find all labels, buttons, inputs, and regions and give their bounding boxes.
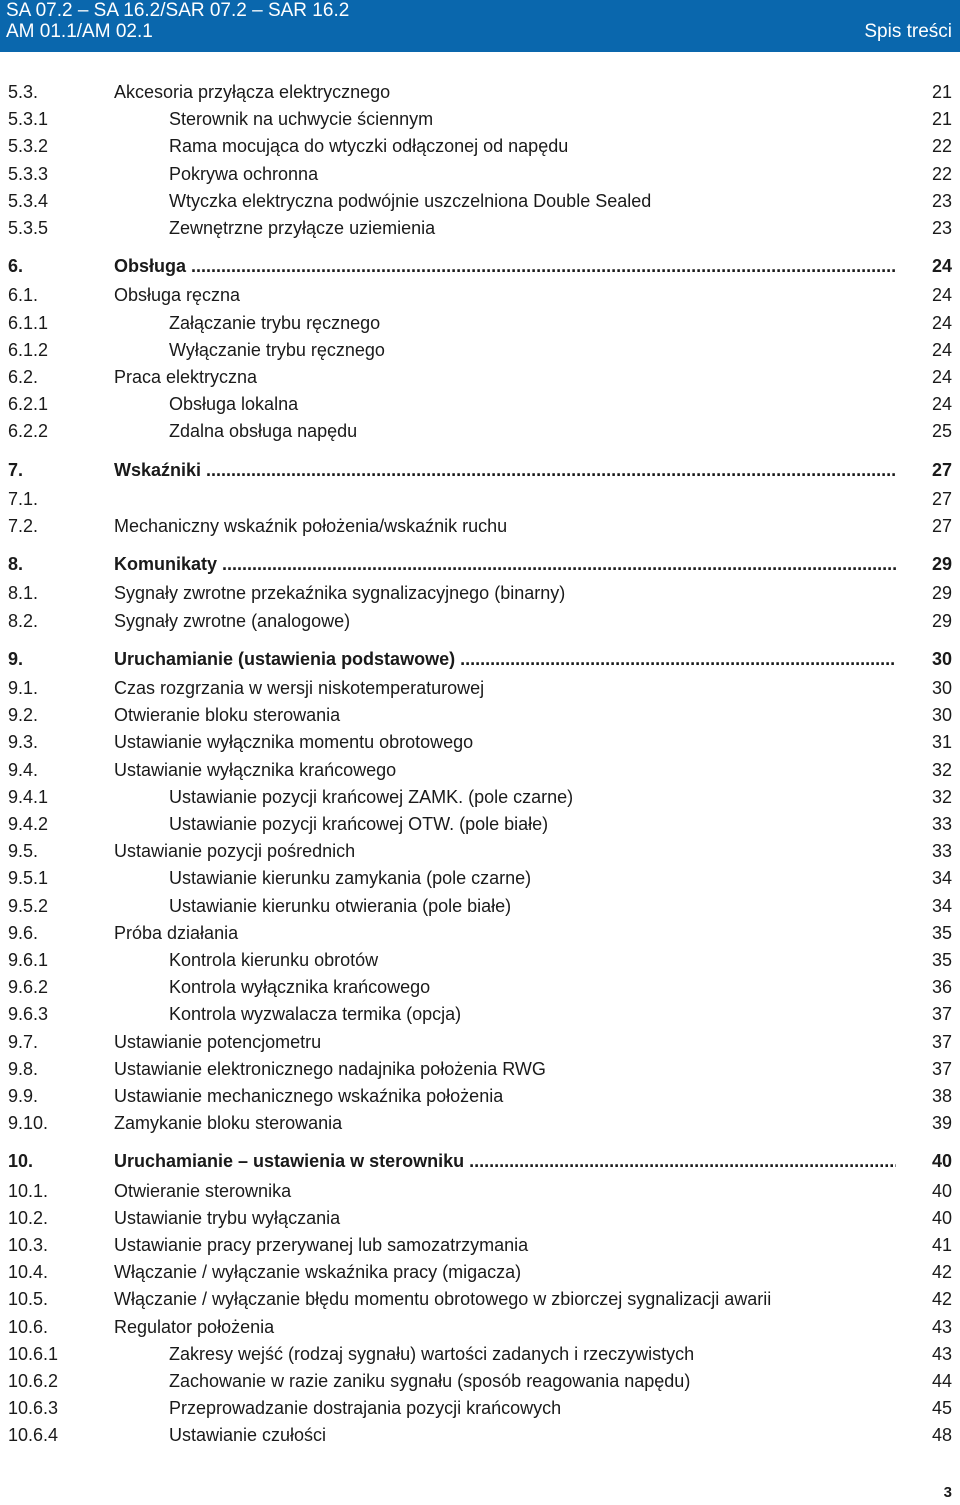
toc-title: Otwieranie bloku sterowania — [114, 705, 341, 726]
toc-row[interactable] — [0, 162, 960, 186]
toc-page-number: 35 — [931, 922, 952, 943]
toc-title: Mechaniczny wskaźnik położenia/wskaźnik ruchu — [114, 516, 508, 536]
toc-title: Obsługa ręczna — [114, 285, 241, 306]
toc-row[interactable] — [0, 392, 960, 416]
toc-title: Wyłączanie trybu ręcznego — [169, 339, 385, 360]
toc-title: Zdalna obsługa napędu — [169, 421, 358, 442]
header-section-title: Spis treści — [864, 21, 952, 42]
toc-chapter-row[interactable] — [0, 458, 960, 482]
toc-title: Kontrola wyzwalacza termika (opcja) — [169, 1004, 462, 1025]
toc-row[interactable] — [0, 134, 960, 158]
toc-title: Ustawianie wyłącznika momentu obrotowego — [114, 732, 474, 753]
toc-number: 10.2. — [8, 1207, 49, 1228]
toc-row[interactable] — [0, 866, 960, 890]
toc-row[interactable] — [0, 1423, 960, 1447]
toc-number: 9.6.2 — [8, 977, 49, 998]
toc-title: Włączanie / wyłączanie błędu momentu obrotowego w zbiorczej sygnalizacji awarii — [114, 1289, 772, 1310]
toc-number: 10.6.3 — [8, 1398, 59, 1419]
toc-row[interactable] — [0, 1002, 960, 1026]
toc-title: Rama mocująca do wtyczki odłączonej od napędu — [169, 136, 569, 157]
toc-page-number: 45 — [931, 1398, 952, 1419]
toc-title: Zakresy wejść (rodzaj sygnału) wartości zadanych i rzeczywistych — [169, 1343, 695, 1364]
toc-page-number: 43 — [931, 1343, 952, 1364]
toc-title: Kontrola kierunku obrotów — [169, 950, 379, 970]
toc-number: 9.6.1 — [8, 950, 49, 970]
toc-row[interactable] — [0, 812, 960, 836]
toc-page-number: 42 — [931, 1262, 952, 1283]
toc-title: Ustawianie pozycji krańcowej OTW. (pole białe) — [169, 814, 549, 834]
toc-page-number: 24 — [931, 339, 952, 360]
toc-title: Ustawianie kierunku otwierania (pole białe) — [169, 895, 512, 916]
toc-page-number: 34 — [931, 895, 952, 916]
toc-number: 5.3.4 — [8, 190, 49, 211]
toc-title: Ustawianie czułości — [169, 1425, 327, 1446]
toc-page-number: 37 — [931, 1031, 952, 1052]
toc-page-number: 30 — [931, 678, 952, 698]
toc-number: 6.2.1 — [8, 394, 49, 415]
toc-title: Czas rozgrzania w wersji niskotemperaturowej — [114, 678, 485, 698]
toc-title: Sterownik na uchwycie ściennym — [169, 109, 434, 130]
toc-title: Otwieranie sterownika — [114, 1180, 292, 1201]
toc-row[interactable] — [0, 1179, 960, 1203]
toc-title: Ustawianie elektronicznego nadajnika położenia RWG — [114, 1058, 546, 1079]
toc-row[interactable] — [0, 581, 960, 605]
toc-title: Uruchamianie – ustawienia w sterowniku ..... — [114, 1149, 896, 1173]
toc-row[interactable] — [0, 839, 960, 863]
toc-page-number: 42 — [931, 1289, 952, 1310]
toc-row[interactable] — [0, 921, 960, 945]
toc-number: 9. — [8, 648, 24, 669]
toc-row[interactable] — [0, 1233, 960, 1257]
toc-chapter-row[interactable] — [0, 254, 960, 278]
toc-page-number: 21 — [931, 82, 952, 102]
toc-page-number: 27 — [931, 516, 952, 536]
toc-title: Obsługa ..... — [114, 254, 896, 278]
toc-number: 8.1. — [8, 583, 39, 604]
toc-title: Ustawianie mechanicznego wskaźnika położenia — [114, 1086, 504, 1106]
toc-page-number: 24 — [931, 256, 952, 277]
toc-row[interactable] — [0, 189, 960, 213]
toc-page-number: 41 — [931, 1235, 952, 1255]
toc-chapter-row[interactable] — [0, 552, 960, 576]
toc-page-number: 33 — [931, 814, 952, 834]
toc-page-number: 29 — [931, 610, 952, 631]
toc-number: 9.9. — [8, 1086, 39, 1106]
toc-number: 5.3.1 — [8, 109, 49, 130]
toc-number: 5.3. — [8, 82, 39, 102]
toc-page-number: 21 — [931, 109, 952, 130]
toc-title: Kontrola wyłącznika krańcowego — [169, 977, 431, 998]
toc-row[interactable] — [0, 1315, 960, 1339]
toc-number: 5.3.2 — [8, 136, 49, 157]
toc-row[interactable] — [0, 1111, 960, 1135]
toc-title: Ustawianie trybu wyłączania — [114, 1207, 341, 1228]
toc-page-number: 32 — [931, 759, 952, 780]
toc-title: Ustawianie pracy przerywanej lub samozatrzymania — [114, 1235, 529, 1255]
toc-title: Zachowanie w razie zaniku sygnału (sposób reagowania napędu) — [169, 1371, 691, 1391]
toc-page-number: 33 — [931, 841, 952, 862]
toc-title: Akcesoria przyłącza elektrycznego — [114, 82, 391, 102]
toc-number: 9.7. — [8, 1031, 39, 1052]
toc-row[interactable] — [0, 1396, 960, 1420]
toc-row[interactable] — [0, 1342, 960, 1366]
toc-number: 6.1.2 — [8, 339, 49, 360]
toc-row[interactable] — [0, 487, 960, 511]
toc-title: Próba działania — [114, 922, 239, 943]
toc-title: Ustawianie potencjometru — [114, 1031, 322, 1052]
toc-number: 10.6.2 — [8, 1371, 59, 1391]
toc-row[interactable] — [0, 676, 960, 700]
toc-number: 9.6.3 — [8, 1004, 49, 1025]
toc-row[interactable] — [0, 1030, 960, 1054]
toc-number: 9.2. — [8, 705, 39, 726]
toc-row[interactable] — [0, 419, 960, 443]
toc-page-number: 29 — [931, 583, 952, 604]
toc-row[interactable] — [0, 514, 960, 538]
toc-page-number: 48 — [931, 1425, 952, 1446]
toc-row[interactable] — [0, 609, 960, 633]
toc-title: Pokrywa ochronna — [169, 163, 319, 184]
toc-page-number: 40 — [931, 1151, 952, 1172]
toc-row[interactable] — [0, 1206, 960, 1230]
toc-page-number: 31 — [931, 732, 952, 753]
toc-number: 7. — [8, 459, 24, 480]
toc-number: 10. — [8, 1151, 34, 1172]
toc-page-number: 36 — [931, 977, 952, 998]
toc-title: Sygnały zwrotne (analogowe) — [114, 610, 351, 631]
toc-row[interactable] — [0, 80, 960, 104]
toc-title: Włączanie / wyłączanie wskaźnika pracy (migacza) — [114, 1262, 522, 1283]
toc-number: 6.1.1 — [8, 312, 49, 333]
page-number: 3 — [943, 1484, 952, 1501]
toc-number: 6.2. — [8, 367, 39, 387]
toc-page-number: 24 — [931, 312, 952, 333]
toc-row[interactable] — [0, 703, 960, 727]
toc-number: 6.1. — [8, 285, 39, 306]
toc-page-number: 27 — [931, 488, 952, 509]
toc-row[interactable] — [0, 1057, 960, 1081]
toc-number: 7.1. — [8, 488, 39, 509]
toc-page-number: 37 — [931, 1004, 952, 1025]
toc-title: Wskaźniki ..... — [114, 458, 896, 482]
toc-number: 9.10. — [8, 1113, 49, 1134]
toc-title: Ustawianie wyłącznika krańcowego — [114, 759, 397, 780]
toc-row[interactable] — [0, 1084, 960, 1108]
toc-number: 9.5.2 — [8, 895, 49, 916]
toc-number: 9.6. — [8, 922, 39, 943]
toc-number: 10.6.1 — [8, 1343, 59, 1364]
toc-title: Regulator położenia — [114, 1316, 275, 1337]
header-product-line-2: AM 01.1/AM 02.1 — [6, 21, 153, 42]
toc-title: Wtyczka elektryczna podwójnie uszczelniona Double Sealed — [169, 190, 652, 211]
toc-row[interactable] — [0, 894, 960, 918]
toc-title: Ustawianie pozycji krańcowej ZAMK. (pole czarne) — [169, 786, 574, 807]
toc-page-number: 25 — [931, 421, 952, 442]
toc-number: 10.3. — [8, 1235, 49, 1255]
toc-number: 7.2. — [8, 516, 39, 536]
toc-page-number: 43 — [931, 1316, 952, 1337]
toc-page-number: 27 — [931, 459, 952, 480]
toc-number: 9.4.2 — [8, 814, 49, 834]
toc-title: Obsługa lokalna — [169, 394, 299, 415]
toc-row[interactable] — [0, 283, 960, 307]
toc-page-number: 35 — [931, 950, 952, 970]
toc-number: 10.6. — [8, 1316, 49, 1337]
toc-row[interactable] — [0, 975, 960, 999]
toc-number: 8. — [8, 554, 24, 575]
toc-row[interactable] — [0, 216, 960, 240]
toc-page-number: 37 — [931, 1058, 952, 1079]
toc-row[interactable] — [0, 1260, 960, 1284]
toc-page-number: 30 — [931, 648, 952, 669]
toc-number: 10.4. — [8, 1262, 49, 1283]
toc-page-number: 24 — [931, 367, 952, 387]
toc-chapter-row[interactable] — [0, 1149, 960, 1173]
toc-row[interactable] — [0, 338, 960, 362]
toc-number: 5.3.5 — [8, 218, 49, 238]
toc-row[interactable] — [0, 1287, 960, 1311]
toc-page-number: 24 — [931, 285, 952, 306]
toc-title: Załączanie trybu ręcznego — [169, 312, 381, 333]
toc-number: 8.2. — [8, 610, 39, 631]
toc-page-number: 29 — [931, 554, 952, 575]
toc-row[interactable] — [0, 107, 960, 131]
toc-number: 9.5. — [8, 841, 39, 862]
toc-page-number: 40 — [931, 1180, 952, 1201]
header-product-line-1: SA 07.2 – SA 16.2/SAR 07.2 – SAR 16.2 — [6, 0, 350, 21]
toc-title: Przeprowadzanie dostrajania pozycji krańcowych — [169, 1398, 562, 1419]
toc-number: 10.6.4 — [8, 1425, 59, 1446]
toc-number: 9.3. — [8, 732, 39, 753]
toc-page-number: 38 — [931, 1086, 952, 1106]
toc-title: Sygnały zwrotne przekaźnika sygnalizacyjnego (binarny) — [114, 583, 566, 604]
toc-page-number: 23 — [931, 190, 952, 211]
toc-title: Komunikaty ..... — [114, 552, 896, 576]
toc-row[interactable] — [0, 365, 960, 389]
toc-page-number: 44 — [931, 1371, 952, 1391]
toc-row[interactable] — [0, 948, 960, 972]
toc-title: Praca elektryczna — [114, 367, 258, 387]
toc-page-number: 30 — [931, 705, 952, 726]
toc-page-number: 39 — [931, 1113, 952, 1134]
toc-row[interactable] — [0, 311, 960, 335]
toc-number: 9.8. — [8, 1058, 39, 1079]
toc-row[interactable] — [0, 785, 960, 809]
toc-title: Ustawianie kierunku zamykania (pole czarne) — [169, 868, 532, 889]
toc-row[interactable] — [0, 758, 960, 782]
toc-title: Zamykanie bloku sterowania — [114, 1113, 343, 1134]
toc-title: Ustawianie pozycji pośrednich — [114, 841, 356, 862]
toc-number: 9.4.1 — [8, 786, 49, 807]
toc-title: Zewnętrzne przyłącze uziemienia — [169, 218, 436, 238]
toc-page-number: 22 — [931, 136, 952, 157]
toc-number: 9.1. — [8, 678, 39, 698]
toc-number: 5.3.3 — [8, 163, 49, 184]
toc-number: 10.5. — [8, 1289, 49, 1310]
toc-number: 10.1. — [8, 1180, 49, 1201]
toc-page-number: 40 — [931, 1207, 952, 1228]
toc-page-number: 32 — [931, 786, 952, 807]
toc-page-number: 24 — [931, 394, 952, 415]
toc-page-number: 34 — [931, 868, 952, 889]
toc-number: 9.4. — [8, 759, 39, 780]
toc-row[interactable] — [0, 730, 960, 754]
toc-chapter-row[interactable] — [0, 647, 960, 671]
toc-row[interactable] — [0, 1369, 960, 1393]
toc-number: 6.2.2 — [8, 421, 49, 442]
toc-page-number: 23 — [931, 218, 952, 238]
toc-number: 6. — [8, 256, 24, 277]
toc-number: 9.5.1 — [8, 868, 49, 889]
toc-page-number: 22 — [931, 163, 952, 184]
toc-title: Uruchamianie (ustawienia podstawowe) ..... — [114, 647, 896, 671]
